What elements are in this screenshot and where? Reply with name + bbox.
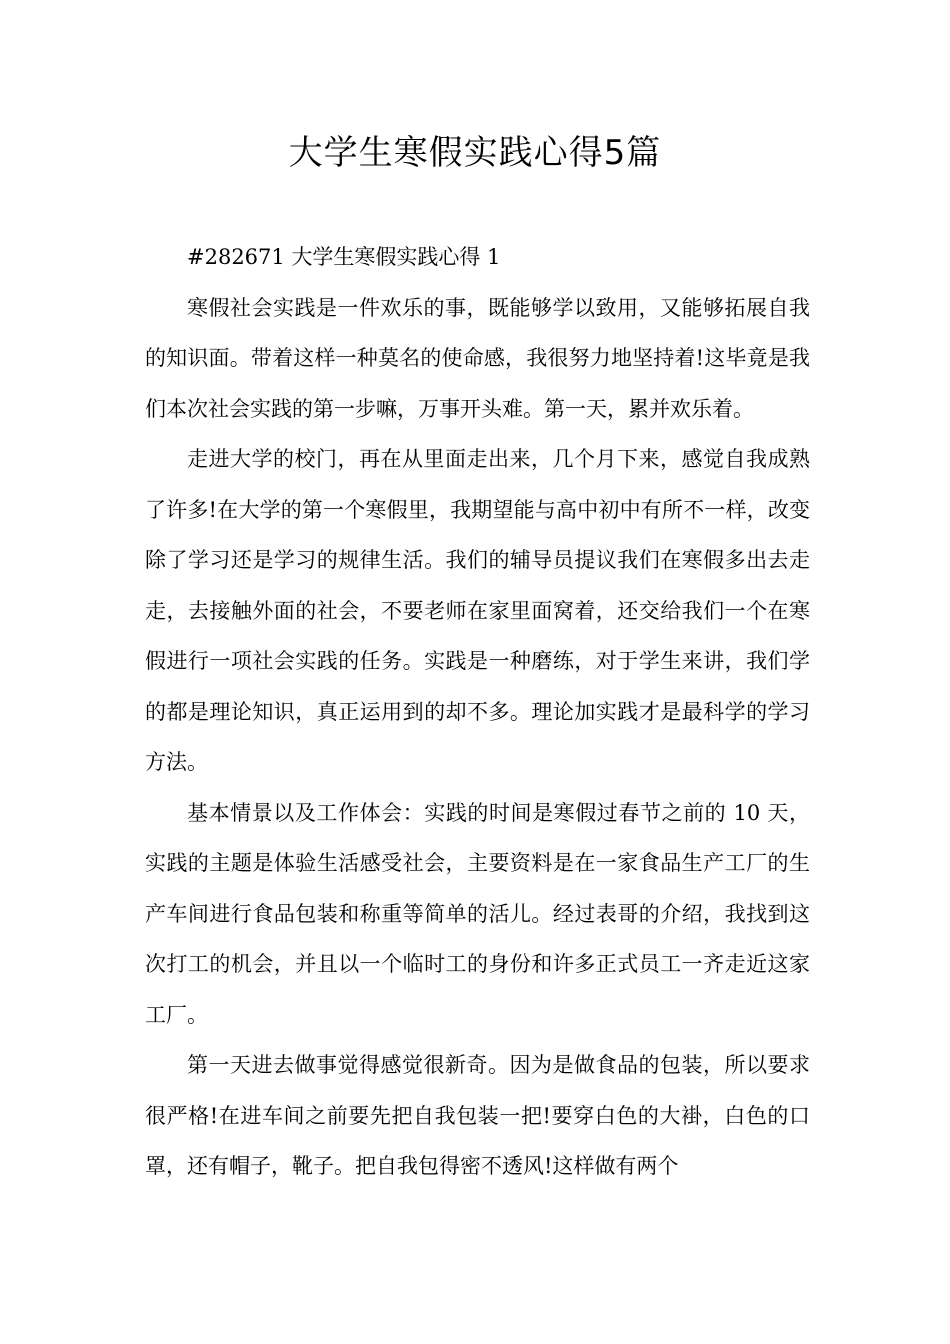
paragraph: 寒假社会实践是一件欢乐的事，既能够学以致用，又能够拓展自我的知识面。带着这样一种莫名的使命感，我很努力地坚持着!这毕竟是我们本次社会实践的第一步嘛，万事开头难。第一天，累并欢乐着。 (145, 295, 810, 421)
section-heading: #282671 大学生寒假实践心得 1 (187, 245, 501, 269)
document-body (145, 232, 810, 1192)
paragraph: 基本情景以及工作体会：实践的时间是寒假过春节之前的 10 天，实践的主题是体验生活感受社会，主要资料是在一家食品生产工厂的生产车间进行食品包装和称重等简单的活儿。经过表哥的介绍，我找到这次打工的机会，并且以一个临时工的身份和许多正式员工一齐走近这家工厂。 (145, 800, 810, 1027)
document-title: 大学生寒假实践心得5篇 (288, 133, 662, 173)
paragraph: 走进大学的校门，再在从里面走出来，几个月下来，感觉自我成熟了许多!在大学的第一个寒假里，我期望能与高中初中有所不一样，改变除了学习还是学习的规律生活。我们的辅导员提议我们在寒假多出去走走，去接触外面的社会，不要老师在家里面窝着，还交给我们一个在寒假进行一项社会实践的任务。实践是一种磨练，对于学生来讲，我们学的都是理论知识，真正运用到的却不多。理论加实践才是最科学的学习方法。 (145, 447, 810, 774)
paragraph: 第一天进去做事觉得感觉很新奇。因为是做食品的包装，所以要求很严格!在进车间之前要先把自我包装一把!要穿白色的大褂，白色的口罩，还有帽子，靴子。把自我包得密不透风!这样做有两个 (145, 1053, 810, 1178)
